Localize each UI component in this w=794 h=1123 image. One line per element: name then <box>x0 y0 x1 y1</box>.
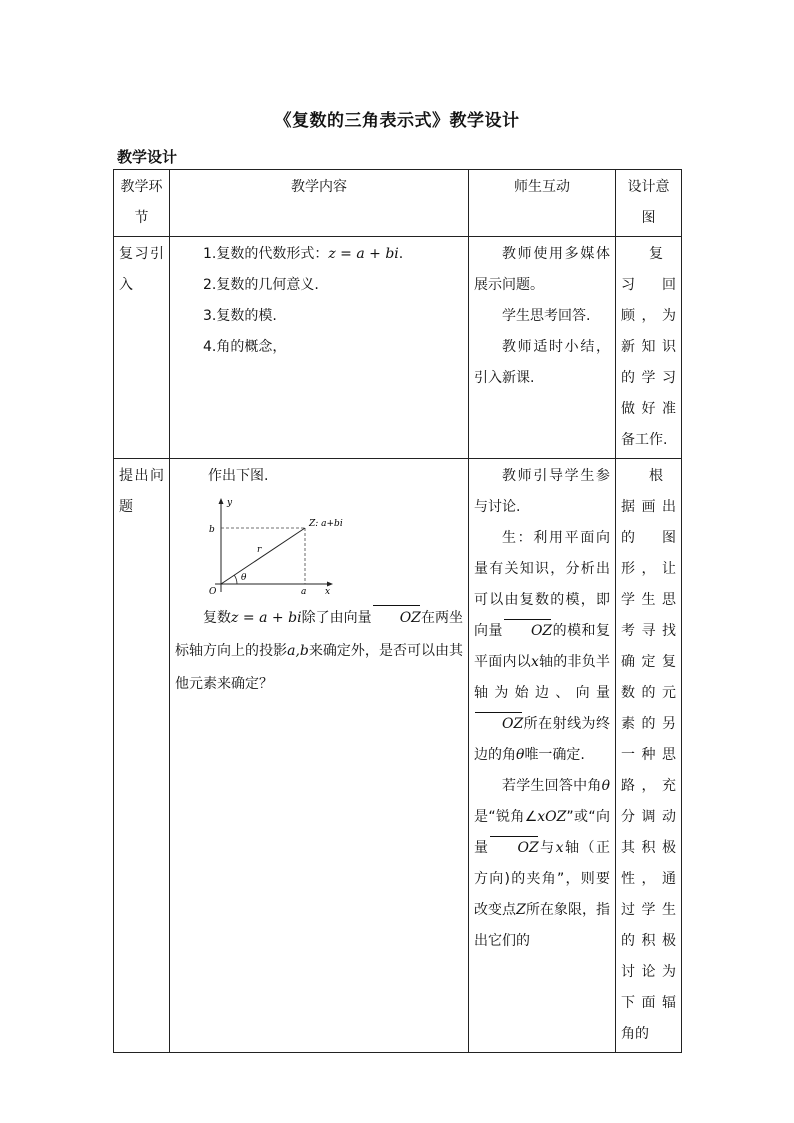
origin-label: O <box>209 587 217 596</box>
question-paragraph <box>175 602 463 701</box>
make-figure-text: 作出下图. <box>208 468 269 484</box>
s3-text-c: ”或“向量 <box>474 809 610 856</box>
interaction-question <box>469 459 616 1053</box>
lesson-table <box>113 169 682 1053</box>
s2-text-a: 生：利用平面向量有关知识，分析出可以由复数的模，即向量 <box>474 530 610 639</box>
header-stage: 教学环节 <box>114 170 170 237</box>
table-row <box>114 459 682 1053</box>
complex-plane-diagram <box>205 496 345 596</box>
intent-review: 复习回顾，为新知识的学习做好准备工作. <box>616 237 682 459</box>
stage-review: 复习引入 <box>114 237 170 459</box>
a-label: a <box>301 587 307 596</box>
review-item-2: 2.复数的几何意义. <box>203 277 319 293</box>
angle-xoz: xOZ <box>537 809 567 825</box>
q-text-1: 复数 <box>203 610 232 626</box>
q-text-2: 除了由向量 <box>301 610 372 626</box>
interaction-followup <box>474 771 610 957</box>
b-label: b <box>209 525 215 535</box>
x-var: x <box>530 654 539 670</box>
content-review <box>170 237 469 459</box>
x-axis-label: x <box>325 587 331 596</box>
vector-oz: OZ <box>372 602 421 635</box>
s3-text-a: 若学生回答中角 <box>502 778 602 794</box>
y-axis-label: y <box>227 498 233 508</box>
s2-text-c: 轴的非负半轴为始边、向量 <box>474 654 611 701</box>
s3-text-e: 轴（正方向)的夹角”，则要改变点 <box>474 840 611 918</box>
z-point: Z <box>516 902 526 918</box>
theta-label: θ <box>241 573 247 583</box>
table-header-row <box>114 170 682 237</box>
interaction-line-1: 教师使用多媒体展示问题。 <box>474 246 610 293</box>
header-intent: 设计意图 <box>616 170 682 237</box>
vector-oz: OZ <box>474 709 523 740</box>
formula-z: z = a + bi <box>328 246 399 262</box>
s2-text-d: 所在射线为终边的角 <box>474 716 610 763</box>
s2-text-b: 的模和复平面内以 <box>474 623 611 670</box>
s3-text-b: 是“锐角∠ <box>474 809 538 825</box>
s3-text-d: 与 <box>538 840 556 856</box>
x-var: x <box>555 840 564 856</box>
vector-oz: OZ <box>489 833 538 864</box>
review-item-1: 1.复数的代数形式： <box>203 246 329 262</box>
content-question <box>170 459 469 1053</box>
interaction-guide: 教师引导学生参与讨论. <box>474 468 610 515</box>
interaction-review <box>469 237 616 459</box>
review-item-3: 3.复数的模. <box>203 308 277 324</box>
s2-text-e: 唯一确定. <box>524 747 585 763</box>
page-title: 《复数的三角表示式》教学设计 <box>274 111 520 131</box>
intent-question: 根据画出的图形，让学生思考寻找确定复数的元素的另一种思路，充分调动其积极性，通过学生的积极讨论为下面辐角的 <box>616 459 682 1053</box>
point-z-label: Z: a+bi <box>309 519 343 529</box>
stage-question: 提出问题 <box>114 459 170 1053</box>
interaction-student <box>474 523 610 771</box>
table-row <box>114 237 682 459</box>
q-text-4: 来确定外，是否可以由其他元素来确定？ <box>175 643 464 692</box>
section-heading: 教学设计 <box>117 148 178 166</box>
theta-var: θ <box>601 778 610 794</box>
interaction-line-2: 学生思考回答. <box>502 308 591 324</box>
q-ab: a,b <box>287 643 309 659</box>
header-content: 教学内容 <box>170 170 469 237</box>
r-label: r <box>257 545 262 555</box>
q-text-3: 在两坐标轴方向上的投影 <box>175 610 463 659</box>
vector-oz: OZ <box>503 616 552 647</box>
theta-var: θ <box>516 747 525 763</box>
period: . <box>398 246 404 262</box>
header-interaction: 师生互动 <box>469 170 616 237</box>
review-item-4: 4.角的概念， <box>203 339 287 355</box>
s3-text-f: 所在象限，指出它们的 <box>474 902 611 949</box>
interaction-line-3: 教师适时小结，引入新课. <box>474 339 610 386</box>
q-formula-z: z = a + bi <box>231 610 302 626</box>
